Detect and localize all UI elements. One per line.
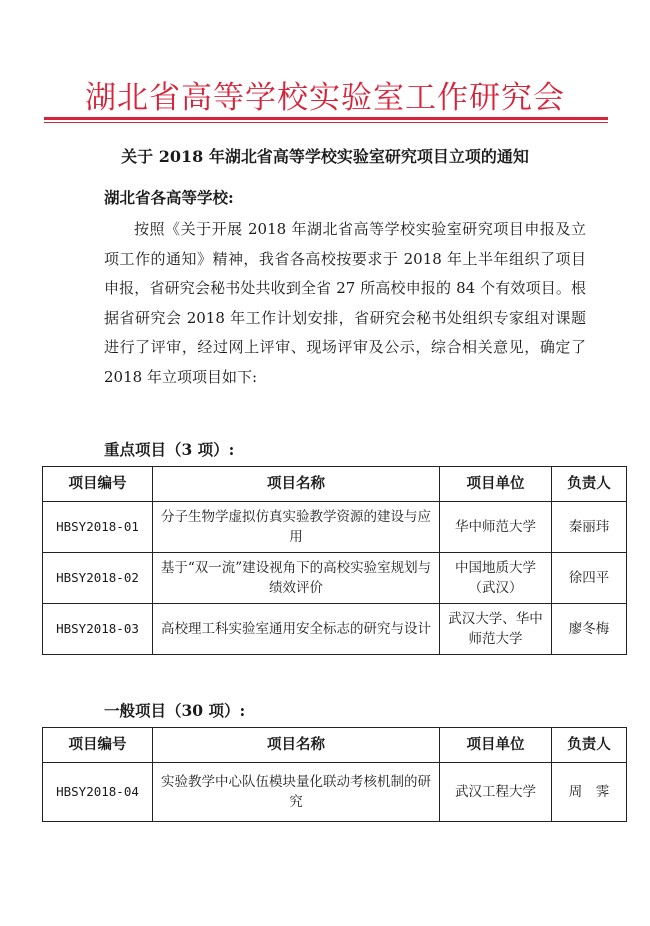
header-code: 项目编号 — [43, 728, 153, 763]
project-name: 分子生物学虚拟仿真实验教学资源的建设与应用 — [153, 502, 440, 553]
organization-header: 湖北省高等学校实验室工作研究会 — [85, 80, 565, 116]
project-unit: 武汉工程大学 — [440, 763, 552, 822]
project-name: 高校理工科实验室通用安全标志的研究与设计 — [153, 604, 440, 655]
table-header-row — [43, 467, 627, 502]
header-rule-thin — [44, 122, 608, 123]
header-name: 项目名称 — [153, 728, 440, 763]
project-code: HBSY2018-04 — [43, 763, 153, 822]
table-header-row — [43, 728, 627, 763]
project-unit: 中国地质大学（武汉） — [440, 553, 552, 604]
key-projects-table — [42, 466, 627, 655]
project-leader: 徐四平 — [552, 553, 627, 604]
header-leader: 负责人 — [552, 467, 627, 502]
project-code: HBSY2018-01 — [43, 502, 153, 553]
project-leader: 秦丽玮 — [552, 502, 627, 553]
project-unit: 华中师范大学 — [440, 502, 552, 553]
project-code: HBSY2018-02 — [43, 553, 153, 604]
header-leader: 负责人 — [552, 728, 627, 763]
header-name: 项目名称 — [153, 467, 440, 502]
project-leader: 周 霁 — [552, 763, 627, 822]
project-leader: 廖冬梅 — [552, 604, 627, 655]
body-paragraph: 按照《关于开展 2018 年湖北省高等学校实验室研究项目申报及立项工作的通知》精神，我省各高校按要求于 2018 年上半年组织了项目申报，省研究会秘书处共收到全省 27 所高校申报的 84 个有效项目。根据省研究会 2018 年工作计划安排，省研究会秘书处组织专家组对课题进行了评审，经过网上评审、现场评审及公示，综合相关意见，确定了 2018 年立项项目如下: — [104, 220, 586, 386]
header-code: 项目编号 — [43, 467, 153, 502]
header-unit: 项目单位 — [440, 467, 552, 502]
table-row — [43, 553, 627, 604]
project-name: 基于“双一流”建设视角下的高校实验室规划与绩效评价 — [153, 553, 440, 604]
header-unit: 项目单位 — [440, 728, 552, 763]
addressee: 湖北省各高等学校: — [104, 188, 234, 207]
project-unit: 武汉大学、华中师范大学 — [440, 604, 552, 655]
table-row — [43, 502, 627, 553]
header-rule-thick — [44, 117, 608, 120]
table-row — [43, 604, 627, 655]
table-row — [43, 763, 627, 822]
key-projects-title: 重点项目（3 项）: — [104, 440, 235, 459]
general-projects-table — [42, 727, 627, 822]
project-code: HBSY2018-03 — [43, 604, 153, 655]
general-projects-title: 一般项目（30 项）: — [104, 701, 246, 720]
project-name: 实验教学中心队伍模块量化联动考核机制的研究 — [153, 763, 440, 822]
notice-title: 关于 2018 年湖北省高等学校实验室研究项目立项的通知 — [121, 147, 529, 166]
